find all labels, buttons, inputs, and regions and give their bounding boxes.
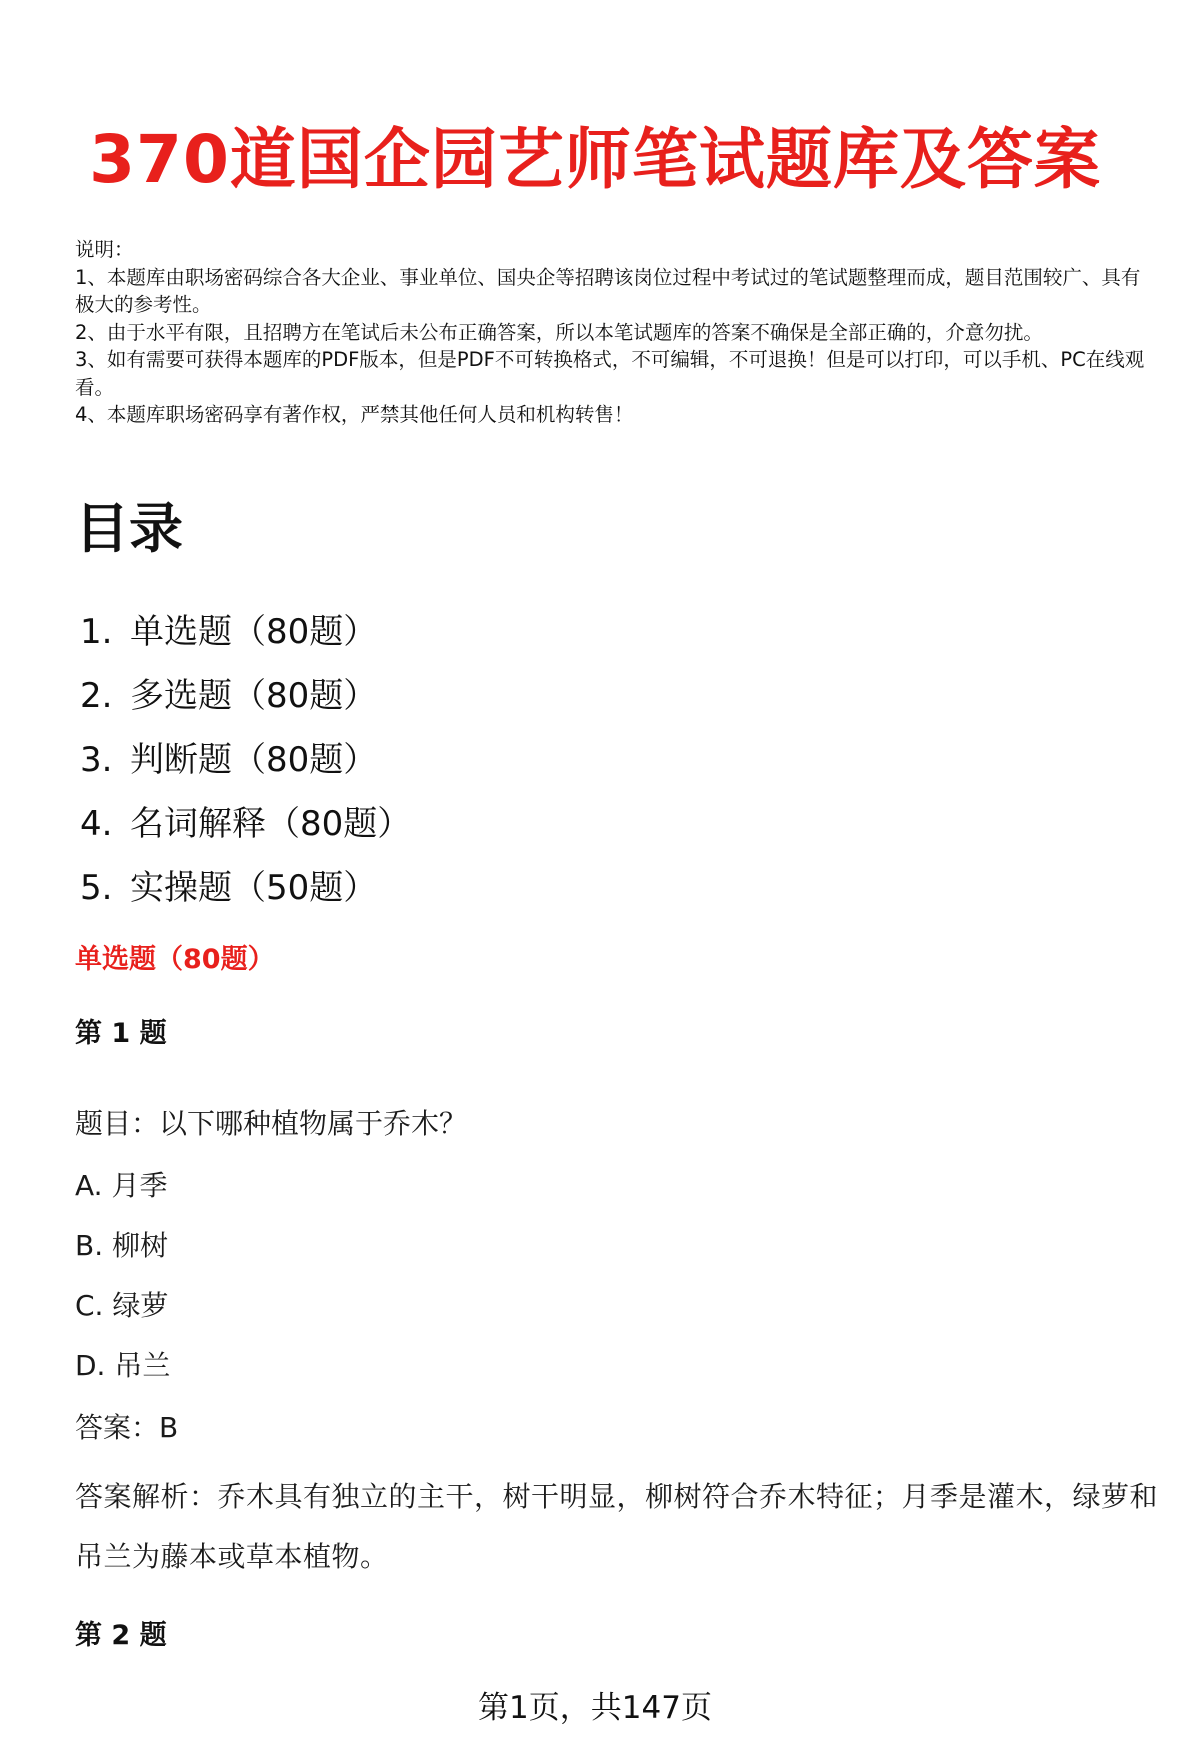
option-b: B. 柳树 (75, 1229, 169, 1262)
toc-heading: 目录 (75, 497, 183, 560)
question-stem: 题目：以下哪种植物属于乔木？ (75, 1107, 468, 1140)
notes-item: 1、本题库由职场密码综合各大企业、事业单位、国央企等招聘该岗位过程中考试过的笔试题整理而成，题目范围较广、具有极大的参考性。 (75, 265, 1141, 316)
answer-analysis: 答案解析：乔木具有独立的主干，树干明显，柳树符合乔木特征；月季是灌木，绿萝和吊兰为藤本或草本植物。 (75, 1480, 1159, 1573)
notes-block (75, 236, 1155, 429)
toc-item[interactable] (80, 600, 411, 664)
toc-item-number: 3. (80, 740, 113, 780)
toc-item-number: 1. (80, 612, 113, 652)
toc-item[interactable] (80, 792, 411, 856)
toc-item-label: 多选题（80题） (130, 676, 378, 716)
toc-item-label: 单选题（80题） (130, 612, 378, 652)
toc-item-number: 4. (80, 804, 113, 844)
question-answer: 答案：B (75, 1411, 179, 1444)
document-title: 370道国企园艺师笔试题库及答案 (89, 121, 1101, 198)
toc-item-number: 2. (80, 676, 113, 716)
toc-item[interactable] (80, 728, 411, 792)
page-footer: 第1页，共147页 (478, 1690, 712, 1726)
question-number: 第 2 题 (75, 1620, 167, 1651)
toc-item-number: 5. (80, 868, 113, 908)
notes-item: 2、由于水平有限，且招聘方在笔试后未公布正确答案，所以本笔试题库的答案不确保是全部正确的，介意勿扰。 (75, 320, 1043, 344)
toc-item-label: 实操题（50题） (130, 868, 378, 908)
notes-heading: 说明： (75, 238, 134, 261)
option-c: C. 绿萝 (75, 1289, 169, 1322)
toc-item[interactable] (80, 664, 411, 728)
section-heading: 单选题（80题） (75, 944, 275, 975)
toc-item-label: 判断题（80题） (130, 740, 378, 780)
question-number: 第 1 题 (75, 1018, 167, 1049)
table-of-contents (80, 600, 411, 920)
toc-item-label: 名词解释（80题） (130, 804, 412, 844)
notes-item: 3、如有需要可获得本题库的PDF版本，但是PDF不可转换格式，不可编辑，不可退换！但是可以打印，可以手机、PC在线观看。 (75, 348, 1145, 399)
notes-item: 4、本题库职场密码享有著作权，严禁其他任何人员和机构转售！ (75, 403, 634, 426)
toc-item[interactable] (80, 856, 411, 920)
question-options (75, 1166, 170, 1406)
option-a: A. 月季 (75, 1169, 168, 1202)
option-d: D. 吊兰 (75, 1349, 171, 1382)
